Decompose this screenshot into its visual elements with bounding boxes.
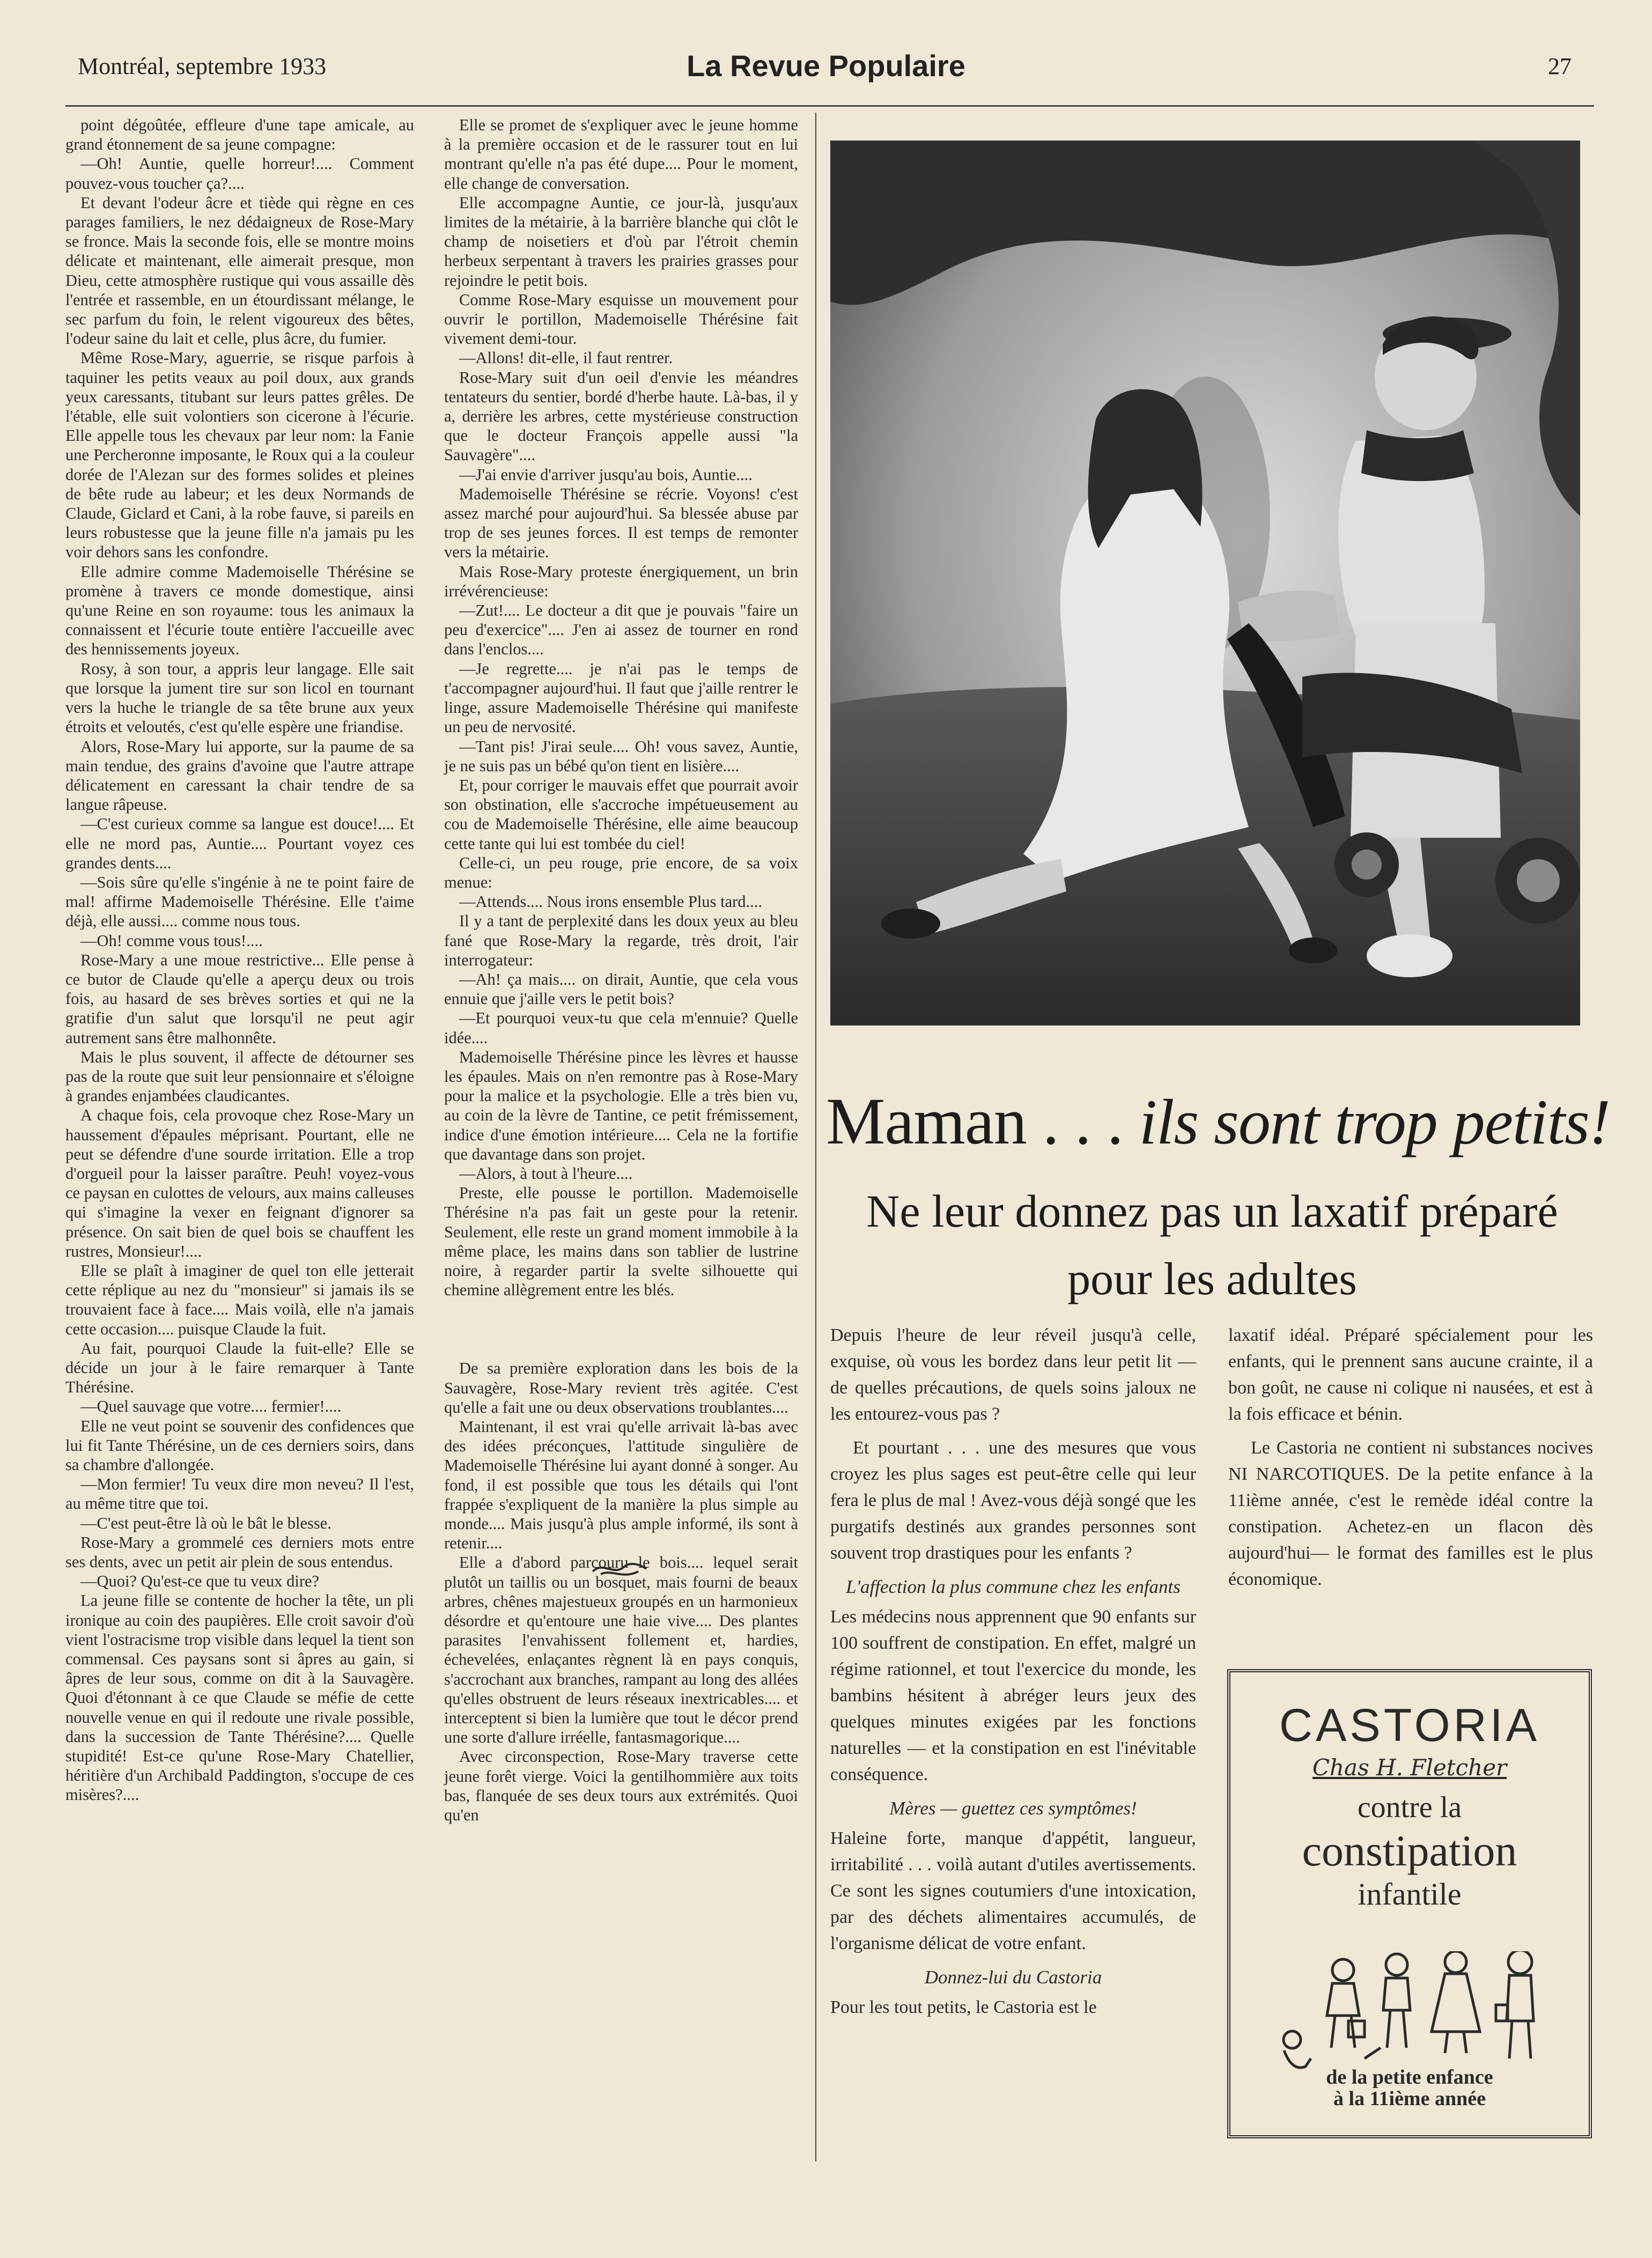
publication-title: La Revue Populaire (687, 49, 965, 83)
page-number: 27 (1548, 53, 1572, 79)
story-paragraph: Mais le plus souvent, il affecte de détourner ses pas de la route que suit leur pensionnaire et s'éloigne à grandes enjambées claudicantes. (65, 1047, 414, 1105)
story-paragraph: Elle accompagne Auntie, ce jour-là, jusqu'aux limites de la métairie, à la barrière blanche qui clôt le champ de noisetiers et d'où par l'étroit chemin herbeux serpentant à travers les prairies grasses pour rejoindre le petit bois. (444, 193, 798, 290)
advert-paragraph: Les médecins nous apprennent que 90 enfants sur 100 souffrent de constipation. En effet, malgré un régime rationnel, et tout l'exercice du monde, les bambins hésitent à abréger leurs jeux des quelques minutes exigées par les fonctions naturelles — et la constipation en est l'inévitable conséquence. (830, 1607, 1196, 1784)
story-paragraph: Elle a d'abord parcouru le bois.... lequel serait plutôt un taillis ou un bosquet, mais fourni de beaux arbres, chênes majestueux groupés en un harmonieux désordre et qu'entoure une haie vive.... Des plantes parasites l'envahissent follement et, hardies, échevelées, enlaçantes règnent là en pays conquis, s'accrochant aux branches, rampant au long des allées qu'elles obstruent de leurs réseaux inextricables.... et interceptent si bien la lumière que tout le décor prend une sorte d'allure irréelle, fantasmagorique.... (444, 1553, 798, 1747)
advert-paragraph: Le Castoria ne contient ni substances nocives NI NARCOTIQUES. De la petite enfance à la 11ième année, c'est le remède idéal contre la constipation. Achetez-en un flacon dès aujourd'hui— le format des familles est le plus économique. (1228, 1438, 1593, 1589)
story-paragraph: Comme Rose-Mary esquisse un mouvement pour ouvrir le portillon, Mademoiselle Thérésine fait vivement demi-tour. (444, 290, 798, 348)
story-paragraph: —Mon fermier! Tu veux dire mon neveu? Il l'est, au même titre que toi. (65, 1475, 414, 1513)
story-paragraph: A chaque fois, cela provoque chez Rose-Mary un haussement d'épaules méprisant. Pourtant, elle ne peut se défendre d'une sourde irritation. Elle a trop d'orgueil pour la laisser paraître. Peuh! voyez-vous ce paysan en culottes de velours, aux mains calleuses qui s'imagine la vexer en feignant d'ignorer sa présence. On sait bien de quel bois se chauffent les rustres, Monsieur!.... (65, 1106, 414, 1260)
story-paragraph: —C'est peut-être là où le bât le blesse. (80, 1514, 331, 1532)
story-paragraph: —J'ai envie d'arriver jusqu'au bois, Auntie.... (459, 465, 753, 484)
story-paragraph: —Quoi? Qu'est-ce que tu veux dire? (80, 1572, 320, 1591)
story-paragraph: —Sois sûre qu'elle s'ingénie à ne te point faire de mal! affirme Mademoiselle Thérésine. Elle t'aime déjà, elle aussi.... comme nous tous. (65, 873, 414, 931)
advert-subheading: L'affection la plus commune chez les enfants (846, 1576, 1181, 1597)
story-paragraph: Mademoiselle Thérésine pince les lèvres et hausse les épaules. Mais on n'en remontre pas à Rose-Mary pour la malice et la psychologie. Elle a très bien vu, au coin de la lèvre de Tantine, ce petit frémissement, indice d'une émotion intérieure.... Cela ne la fortifie que davantage dans son projet. (444, 1047, 798, 1163)
castoria-line-2: constipation (1302, 1826, 1517, 1875)
story-paragraph: —C'est curieux comme sa langue est douce!.... Et elle ne mord pas, Auntie.... Pourtant voyez ces grandes dents.... (65, 815, 414, 872)
story-paragraph: Au fait, pourquoi Claude la fuit-elle? Elle se décide un jour à le faire remarquer à Tante Thérésine. (65, 1339, 414, 1397)
advert-paragraph: laxatif idéal. Préparé spécialement pour les enfants, qui le prennent sans aucune crainte, il a bon goût, ne cause ni colique ni nausées, et est à la fois efficace et bénin. (1228, 1325, 1593, 1424)
story-paragraph: Maintenant, il est vrai qu'elle arrivait là-bas avec des idées préconçues, l'attitude singulière de Mademoiselle Thérésine lui ayant donné à songer. Au fond, il est possible que tous les détails qui l'ont frappée s'expliquent de la manière la plus simple au monde.... Mais jusqu'à plus ample informé, ils sont à retenir.... (444, 1418, 798, 1553)
header-date: Montréal, septembre 1933 (78, 53, 327, 79)
story-paragraph: Mademoiselle Thérésine se récrie. Voyons! c'est assez marché pour aujourd'hui. Sa blessée abuse par trop de ses jeunes forces. Il est temps de remonter vers la métairie. (444, 484, 798, 562)
story-paragraph: Preste, elle pousse le portillon. Mademoiselle Thérésine n'a pas fait un geste pour la retenir. Seulement, elle reste un grand moment immobile à la même place, les mains dans son tablier de lustrine noire, à regarder partir la svelte silhouette qui chemine allègrement entre les blés. (444, 1184, 798, 1300)
story-paragraph: Celle-ci, un peu rouge, prie encore, de sa voix menue: (444, 853, 798, 891)
story-column-1 (65, 115, 414, 1805)
story-paragraph: Et devant l'odeur âcre et tiède qui règne en ces parages familiers, le nez dédaigneux de Rose-Mary se fronce. Mais la seconde fois, elle se montre moins délicate et maintenant, elle aimerait presque, mon Dieu, cette atmosphère rustique qui vous assaille dès l'entrée et rassemble, en un étourdissant mélange, le sec parfum du foin, le relent vigoureux des bêtes, l'odeur saine du lait et celle, plus âcre, du fumier. (65, 193, 414, 348)
story-paragraph: Rose-Mary a une moue restrictive... Elle pense à ce butor de Claude qu'elle a aperçu deux ou trois fois, au hasard de ses brèves sorties et qui ne la gratifie d'un salut que lorsqu'il ne peut agir autrement sans être malhonnête. (65, 950, 414, 1047)
story-paragraph: Elle se plaît à imaginer de quel ton elle jetterait cette réplique au nez du "monsieur" si jamais ils se trouvaient face à face.... Mais voilà, elle n'a jamais cette occasion.... puisque Claude la fuit. (65, 1261, 414, 1338)
story-paragraph: Alors, Rose-Mary lui apporte, sur la paume de sa main tendue, des grains d'avoine que l'autre attrape délicatement en caressant la chair tendre de sa langue râpeuse. (65, 737, 414, 814)
castoria-footer-1: de la petite enfance (1326, 2066, 1493, 2089)
advert-column-1 (830, 1322, 1196, 2028)
castoria-footer-2: à la 11ième année (1333, 2087, 1486, 2110)
advert-paragraph: Haleine forte, manque d'appétit, langueur, irritabilité . . . voilà autant d'utiles avertissements. Ce sont les signes coutumiers d'une intoxication, par des déchets alimentaires accumulés, de l'organisme délicat de votre enfant. (830, 1828, 1196, 1953)
castoria-line-3: infantile (1358, 1877, 1462, 1912)
story-paragraph: —Zut!.... Le docteur a dit que je pouvais "faire un peu d'exercice".... J'en ai assez de tourner en rond dans l'enclos.... (444, 601, 798, 659)
story-paragraph: —Et pourquoi veux-tu que cela m'ennuie? Quelle idée.... (444, 1009, 798, 1047)
story-paragraph: De sa première exploration dans les bois de la Sauvagère, Rose-Mary revient très agitée. C'est qu'elle a fait une ou deux observations troublantes.... (444, 1359, 798, 1416)
story-paragraph: —Quel sauvage que votre.... fermier!.... (80, 1397, 342, 1416)
story-paragraph: Même Rose-Mary, aguerrie, se risque parfois à taquiner les petits veaux au poil doux, aux grands yeux caressants, titubant sur leurs pattes grêles. De l'étable, elle suit volontiers son cicerone à l'écurie. Elle appelle tous les chevaux par leur nom: la Fanie une Percheronne imposante, le Roux qui a la couleur dorée de l'Alezan sur des formes solides et pleines de bête rude au labeur; et les deux Normands de Claude, Giclard et Cani, à la robe fauve, si pareils en leurs robustesse que la jeune fille n'a jamais pu les voir dehors sans les confondre. (65, 349, 414, 562)
story-paragraph: point dégoûtée, effleure d'une tape amicale, au grand étonnement de sa jeune compagne: (65, 116, 414, 154)
header-rule (65, 105, 1594, 107)
story-paragraph: —Alors, à tout à l'heure.... (459, 1164, 633, 1183)
story-paragraph: —Je regrette.... je n'ai pas le temps de t'accompagner aujourd'hui. Il faut que j'aille rentrer le linge, assure Mademoiselle Thérésine qui manifeste un peu de nervosité. (444, 659, 798, 736)
advert-headline-italic: ils sont trop petits! (1139, 1086, 1610, 1157)
section-break (444, 1300, 798, 1359)
story-paragraph: Il y a tant de perplexité dans les doux yeux au bleu fané que Rose-Mary la regarde, très droit, l'air interrogateur: (444, 912, 798, 969)
story-paragraph: La jeune fille se contente de hocher la tête, un pli ironique au coin des paupières. Elle croit savoir d'où vient l'ostracisme trop visible dans lequel la tient son commensal. Ces paysans sont si âpres au gain, si âpres de leur sous, comme on dit à la Sauvagère. Quoi d'étonnant à ce que Claude se méfie de cette nouvelle venue en qui il redoute une rivale possible, dans la succession de Tante Thérésine?.... Quelle stupidité! Est-ce qu'une Rose-Mary Chatellier, héritière d'un Archibald Paddington, s'occupe de ces misères?.... (65, 1591, 414, 1804)
story-paragraph: Elle admire comme Mademoiselle Thérésine se promène à travers ce monde domestique, ainsi qu'une Reine en son royaume: tous les animaux la connaissent et l'écurie toute entière l'accueille avec des hennissements joyeux. (65, 562, 414, 659)
story-paragraph: Avec circonspection, Rose-Mary traverse cette jeune forêt vierge. Voici la gentilhommière aux toits bas, flanquée de ses deux tours aux extrémités. Quoi qu'en (444, 1747, 798, 1825)
advert-subheading: Mères — guettez ces symptômes! (889, 1798, 1137, 1819)
advert-paragraph: Depuis l'heure de leur réveil jusqu'à celle, exquise, où vous les bordez dans leur petit lit — de quelles précautions, de quels soins jaloux ne les entourez-vous pas ? (830, 1325, 1196, 1424)
story-paragraph: Elle ne veut point se souvenir des confidences que lui fit Tante Thérésine, un de ces derniers soirs, dans sa chambre d'allongée. (65, 1416, 414, 1474)
story-paragraph: Rose-Mary suit d'un oeil d'envie les méandres tentateurs du sentier, bordé d'herbe haute. Là-bas, il y a, derrière les arbres, cette mystérieuse construction que le docteur François appelle aussi "la Sauvagère".... (444, 368, 798, 464)
story-paragraph: —Allons! dit-elle, il faut rentrer. (459, 349, 673, 367)
castoria-line-1: contre la (1357, 1791, 1462, 1824)
story-paragraph: —Tant pis! J'irai seule.... Oh! vous savez, Auntie, je ne suis pas un bébé qu'on tient en lisière.... (444, 737, 798, 775)
story-paragraph: —Ah! ça mais.... on dirait, Auntie, que cela vous ennuie que j'aille vers le petit bois? (444, 970, 798, 1008)
castoria-product-box (1227, 1669, 1592, 2138)
story-paragraph: —Oh! comme vous tous!.... (80, 931, 263, 950)
advert-headline (826, 1083, 1610, 1160)
advert-paragraph: Pour les tout petits, le Castoria est le (830, 1997, 1097, 2017)
column-rule (815, 113, 816, 2161)
advert-paragraph: Et pourtant . . . une des mesures que vous croyez les plus sages est peut-être celle qui leur fera le plus de mal ! Avez-vous déjà songé que les purgatifs destinés aux grandes personnes sont souvent trop drastiques pour les enfants ? (830, 1438, 1196, 1563)
story-paragraph: Rosy, à son tour, a appris leur langage. Elle sait que lorsque la jument tire sur son licol en tournant vers la huche le triangle de sa tête brune aux yeux étroits et veloutés, c'est qu'elle espère une friandise. (65, 659, 414, 736)
story-paragraph: Et, pour corriger le mauvais effet que pourrait avoir son obstination, elle s'accroche impétueusement au cou de Mademoiselle Thérésine, elle aime beaucoup cette tante qui lui est tombée du ciel! (444, 776, 798, 853)
story-paragraph: —Oh! Auntie, quelle horreur!.... Comment pouvez-vous toucher ça?.... (65, 154, 414, 193)
advert-photo (830, 141, 1580, 1025)
advert-subhead: Ne leur donnez pas un laxatif préparé pour les adultes (866, 1185, 1558, 1304)
advert-subheading: Donnez-lui du Castoria (924, 1967, 1102, 1988)
story-paragraph: Mais Rose-Mary proteste énergiquement, un brin irrévérencieuse: (444, 562, 798, 600)
section-ornament (590, 1558, 649, 1580)
advert-headline-main: Maman . . . (826, 1084, 1123, 1158)
story-paragraph: Rose-Mary a grommelé ces derniers mots entre ses dents, avec un petit air plein de sous entendus. (65, 1533, 414, 1571)
advert-column-2 (1228, 1322, 1593, 1600)
castoria-brand: CASTORIA (1279, 1700, 1540, 1751)
story-paragraph: Elle se promet de s'expliquer avec le jeune homme à la première occasion et de le rassurer tout en lui montrant qu'elle n'a pas été dupe.... Pour le moment, elle change de conversation. (444, 116, 798, 193)
castoria-signature: Chas H. Fletcher (1312, 1754, 1507, 1781)
story-paragraph: —Attends.... Nous irons ensemble Plus tard.... (459, 892, 763, 911)
